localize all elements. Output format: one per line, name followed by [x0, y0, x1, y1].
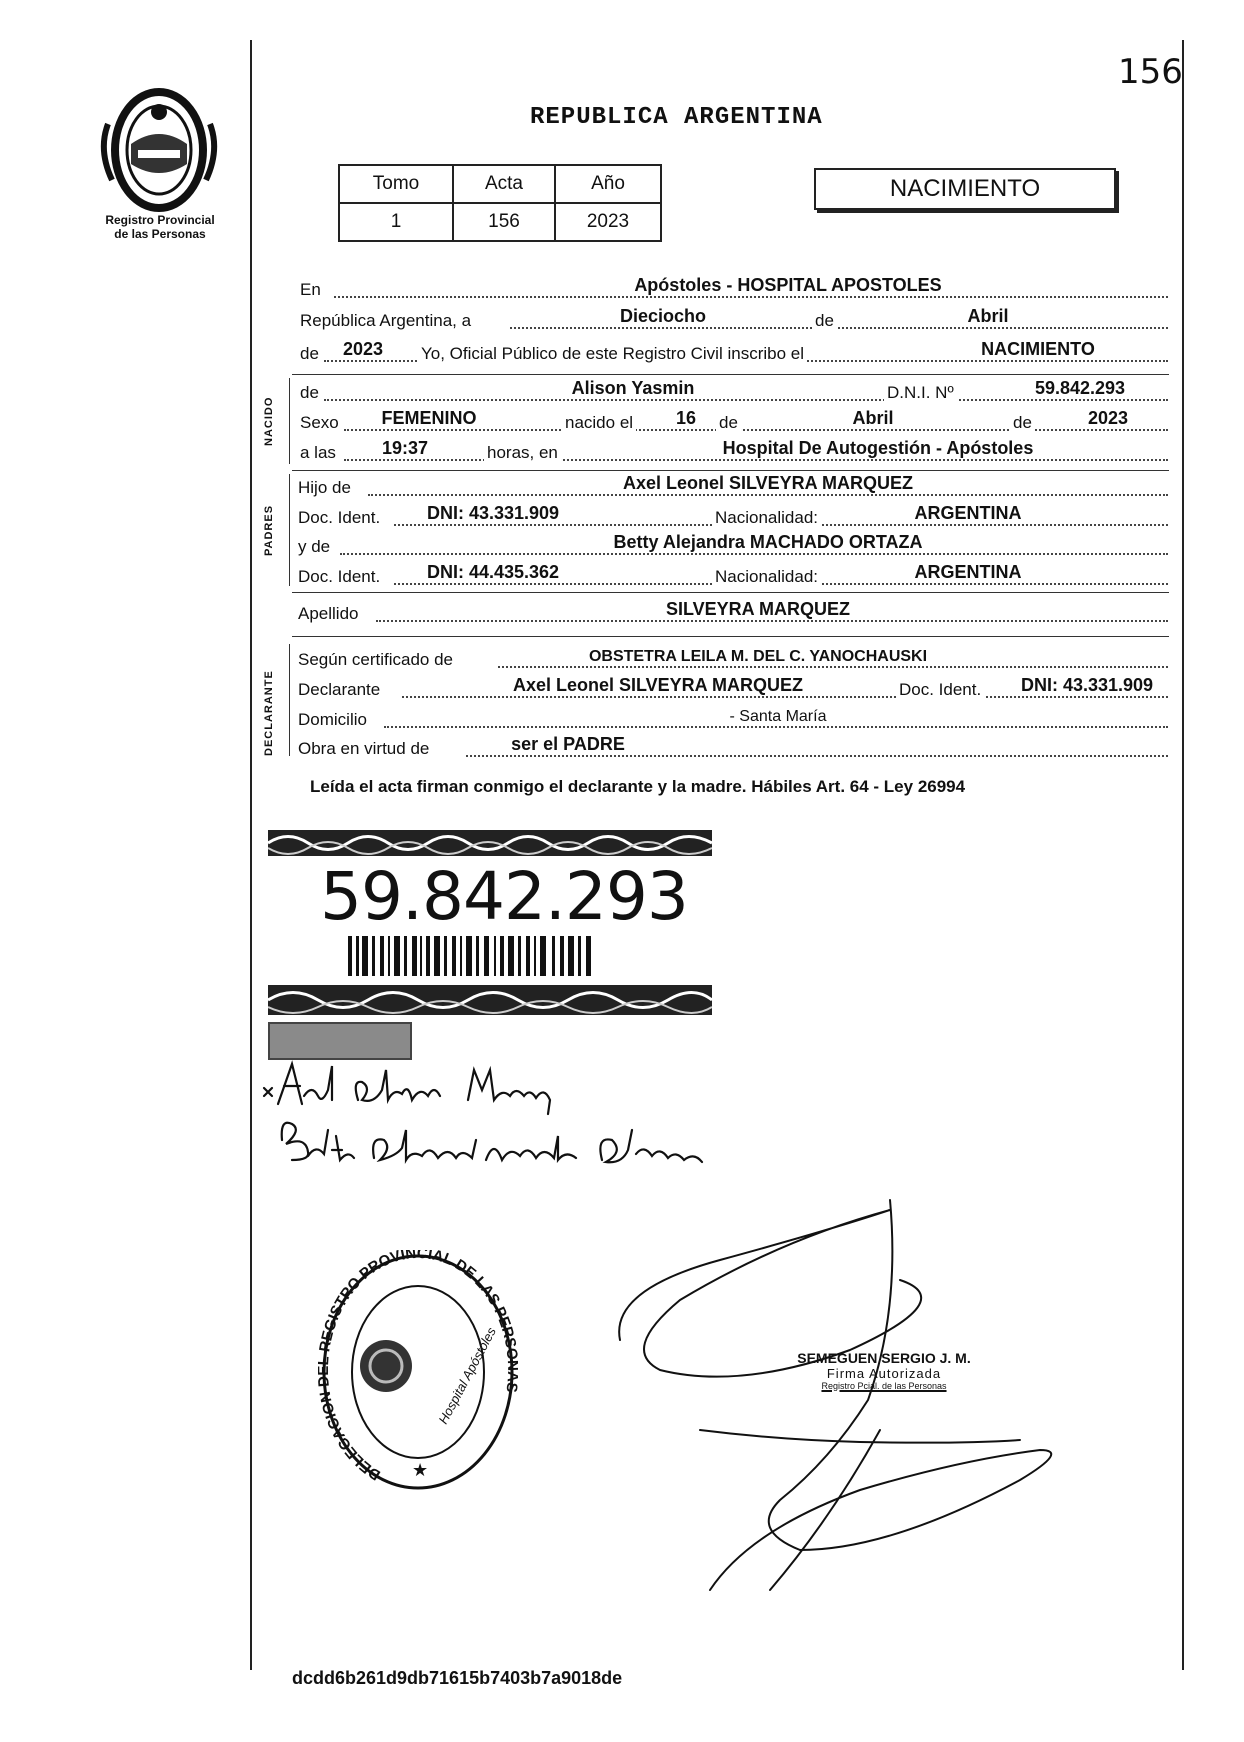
year-value: 2023: [342, 339, 384, 359]
serial-stamp: [268, 1022, 412, 1060]
left-margin-line: [250, 40, 252, 1670]
record-type-box: NACIMIENTO: [814, 168, 1116, 210]
separator: [292, 470, 1169, 471]
seal-inner-text: Hospital Apóstoles: [435, 1324, 499, 1427]
right-margin-line: [1182, 40, 1184, 1670]
parents-signatures: [262, 1060, 722, 1210]
declarant-doc-value: DNI: 43.331.909: [1020, 675, 1154, 695]
father-doc-value: DNI: 43.331.909: [426, 503, 560, 523]
province-logo: [98, 84, 220, 214]
sex-row: Sexo FEMENINO nacido el 16 de Abril de 2023: [298, 409, 1168, 435]
nacido-sidebar: [289, 378, 290, 464]
declarante-section-label: DECLARANTE: [263, 670, 275, 756]
anio-header: Año: [555, 165, 661, 203]
date-row: [298, 307, 1168, 333]
padres-section-label: PADRES: [263, 504, 275, 556]
address-row: Domicilio - Santa María: [298, 706, 1168, 732]
surname-value: SILVEYRA MARQUEZ: [665, 599, 850, 619]
acta-value: 156: [453, 203, 555, 241]
time-row: a las 19:37 horas, en Hospital De Autogestión - Apóstoles: [298, 439, 1168, 465]
registry-table-values: [339, 203, 661, 241]
mother-nat-value: ARGENTINA: [914, 562, 1022, 582]
tomo-value: 1: [339, 203, 453, 241]
official-block: [764, 1350, 1004, 1391]
document-title: REPUBLICA ARGENTINA: [530, 104, 823, 131]
mother-doc-row: Doc. Ident. DNI: 44.435.362 Nacionalidad: ARGENTINA: [298, 563, 1168, 589]
day-value: Dieciocho: [619, 306, 707, 326]
place-row: [298, 276, 1168, 302]
born-day-value: 16: [675, 408, 697, 428]
certificate-row: Según certificado de OBSTETRA LEILA M. DEL C. YANOCHAUSKI: [298, 646, 1168, 672]
registry-table-header: [339, 165, 661, 203]
dni-label: D.N.I. Nº: [884, 383, 957, 403]
inscribe-value: NACIMIENTO: [981, 339, 1095, 359]
guilloche-pattern-icon: [268, 985, 712, 1015]
nacido-section-label: NACIDO: [263, 396, 275, 446]
security-number: 59.842.293: [320, 858, 688, 935]
declarante-sidebar: [289, 644, 290, 756]
surname-row: Apellido SILVEYRA MARQUEZ: [298, 600, 1168, 626]
official-name: SEMEGUEN SERGIO J. M.: [797, 1350, 971, 1366]
tomo-header: Tomo: [339, 165, 453, 203]
born-year-value: 2023: [1087, 408, 1129, 428]
inscribe-label: Yo, Oficial Público de este Registro Civil inscribo el: [418, 344, 807, 364]
time-value: 19:37: [381, 438, 429, 458]
official-org: Registro Pcial. de las Personas: [821, 1381, 947, 1391]
child-name-value: Alison Yasmin: [571, 378, 695, 398]
mother-row: y de Betty Alejandra MACHADO ORTAZA: [298, 533, 1168, 559]
misiones-shield-icon: [98, 84, 220, 214]
certificate-value: OBSTETRA LEILA M. DEL C. YANOCHAUSKI: [588, 648, 928, 665]
born-place-value: Hospital De Autogestión - Apóstoles: [722, 438, 1034, 458]
registry-seal-icon: [318, 1250, 518, 1500]
separator: [292, 592, 1169, 593]
father-doc-row: Doc. Ident. DNI: 43.331.909 Nacionalidad: ARGENTINA: [298, 504, 1168, 530]
official-signature: [600, 1190, 1080, 1630]
logo-caption: Registro Provincial de las Personas: [105, 213, 215, 241]
separator: [292, 374, 1169, 375]
official-role: Firma Autorizada: [826, 1366, 942, 1381]
reason-value: ser el PADRE: [511, 734, 625, 754]
svg-text:★: ★: [412, 1460, 429, 1480]
address-value: - Santa María: [729, 708, 827, 725]
registry-table: [338, 164, 662, 242]
father-row: Hijo de Axel Leonel SILVEYRA MARQUEZ: [298, 474, 1168, 500]
month-value: Abril: [967, 306, 1009, 326]
security-label: [268, 830, 712, 1015]
declarant-row: Declarante Axel Leonel SILVEYRA MARQUEZ Doc. Ident. DNI: 43.331.909: [298, 676, 1168, 702]
place-value: Apóstoles - HOSPITAL APOSTOLES: [634, 275, 942, 295]
reason-row: Obra en virtud de ser el PADRE: [298, 735, 1168, 761]
child-name-row: de Alison Yasmin D.N.I. Nº 59.842.293: [298, 379, 1168, 405]
mother-value: Betty Alejandra MACHADO ORTAZA: [613, 532, 923, 552]
de-label: de: [812, 311, 837, 331]
anio-value: 2023: [555, 203, 661, 241]
place-label: En: [300, 280, 321, 299]
page-number: 156: [1118, 52, 1183, 92]
padres-sidebar: [289, 474, 290, 586]
registry-seal: [318, 1250, 518, 1500]
document-hash: dcdd6b261d9db71615b7403b7a9018de: [292, 1668, 623, 1688]
de-label-2: de: [300, 344, 319, 363]
closing-statement: Leída el acta firman conmigo el declarante y la madre. Hábiles Art. 64 - Ley 26994: [310, 777, 966, 796]
mother-doc-value: DNI: 44.435.362: [426, 562, 560, 582]
inscribe-row: [298, 340, 1168, 366]
child-dni-value: 59.842.293: [1034, 378, 1126, 398]
sex-value: FEMENINO: [381, 408, 477, 428]
separator: [292, 636, 1169, 637]
father-value: Axel Leonel SILVEYRA MARQUEZ: [622, 473, 914, 493]
acta-header: Acta: [453, 165, 555, 203]
seal-outer-text: DELEGACION REGISTRO PROVINCIAL DE LAS PERS: [318, 1250, 518, 1484]
barcode-icon: [348, 936, 598, 976]
guilloche-pattern-icon: [268, 830, 712, 856]
born-month-value: Abril: [852, 408, 894, 428]
father-nat-value: ARGENTINA: [914, 503, 1022, 523]
republic-label: República Argentina, a: [300, 311, 472, 330]
declarant-value: Axel Leonel SILVEYRA MARQUEZ: [512, 675, 804, 695]
